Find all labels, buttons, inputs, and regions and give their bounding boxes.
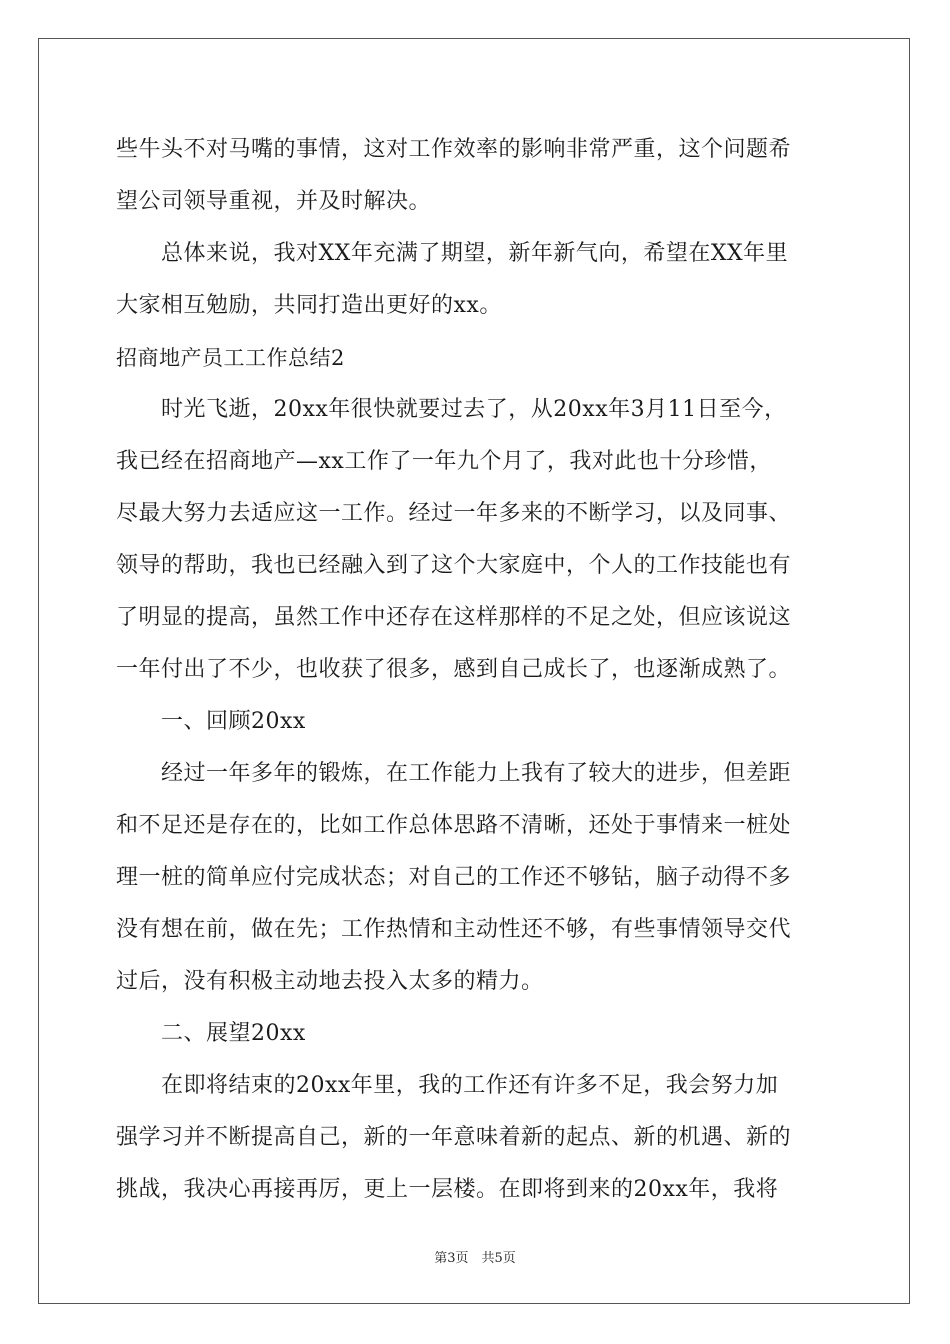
paragraph-line: 我已经在招商地产—xx工作了一年九个月了，我对此也十分珍惜， (116, 449, 772, 474)
paragraph-line: 没有想在前，做在先；工作热情和主动性还不够，有些事情领导交代 (116, 917, 792, 942)
paragraph-line: 一年付出了不少，也收获了很多，感到自己成长了，也逐渐成熟了。 (116, 657, 792, 682)
paragraph-line: 挑战，我决心再接再厉，更上一层楼。在即将到来的20xx年，我将 (116, 1177, 779, 1202)
paragraph-line: 经过一年多年的锻炼，在工作能力上我有了较大的进步，但差距 (116, 761, 792, 786)
paragraph-line: 大家相互勉励，共同打造出更好的xx。 (116, 293, 502, 318)
paragraph-line: 过后，没有积极主动地去投入太多的精力。 (116, 969, 544, 994)
paragraph-line: 在即将结束的20xx年里，我的工作还有许多不足，我会努力加 (116, 1073, 779, 1098)
page-number-footer: 第3页 共5页 (434, 1251, 516, 1266)
paragraph-line: 强学习并不断提高自己，新的一年意味着新的起点、新的机遇、新的 (116, 1125, 792, 1150)
subheading-review: 一、回顾20xx (116, 709, 306, 734)
paragraph-line: 时光飞逝，20xx年很快就要过去了，从20xx年3月11日至今， (116, 397, 787, 422)
paragraph-line: 了明显的提高，虽然工作中还存在这样那样的不足之处，但应该说这 (116, 605, 792, 630)
paragraph-line: 些牛头不对马嘴的事情，这对工作效率的影响非常严重，这个问题希 (116, 137, 792, 162)
paragraph-line: 望公司领导重视，并及时解决。 (116, 189, 432, 214)
paragraph-line: 领导的帮助，我也已经融入到了这个大家庭中，个人的工作技能也有 (116, 553, 792, 578)
paragraph-line: 总体来说，我对XX年充满了期望，新年新气向，希望在XX年里 (116, 241, 789, 266)
document-body (116, 124, 834, 1216)
paragraph-line: 理一桩的简单应付完成状态；对自己的工作还不够钻，脑子动得不多 (116, 865, 792, 890)
subheading-outlook: 二、展望20xx (116, 1021, 306, 1046)
paragraph-line: 和不足还是存在的，比如工作总体思路不清晰，还处于事情来一桩处 (116, 813, 792, 838)
section-title: 招商地产员工工作总结2 (116, 346, 345, 370)
paragraph-line: 尽最大努力去适应这一工作。经过一年多来的不断学习，以及同事、 (116, 501, 792, 526)
